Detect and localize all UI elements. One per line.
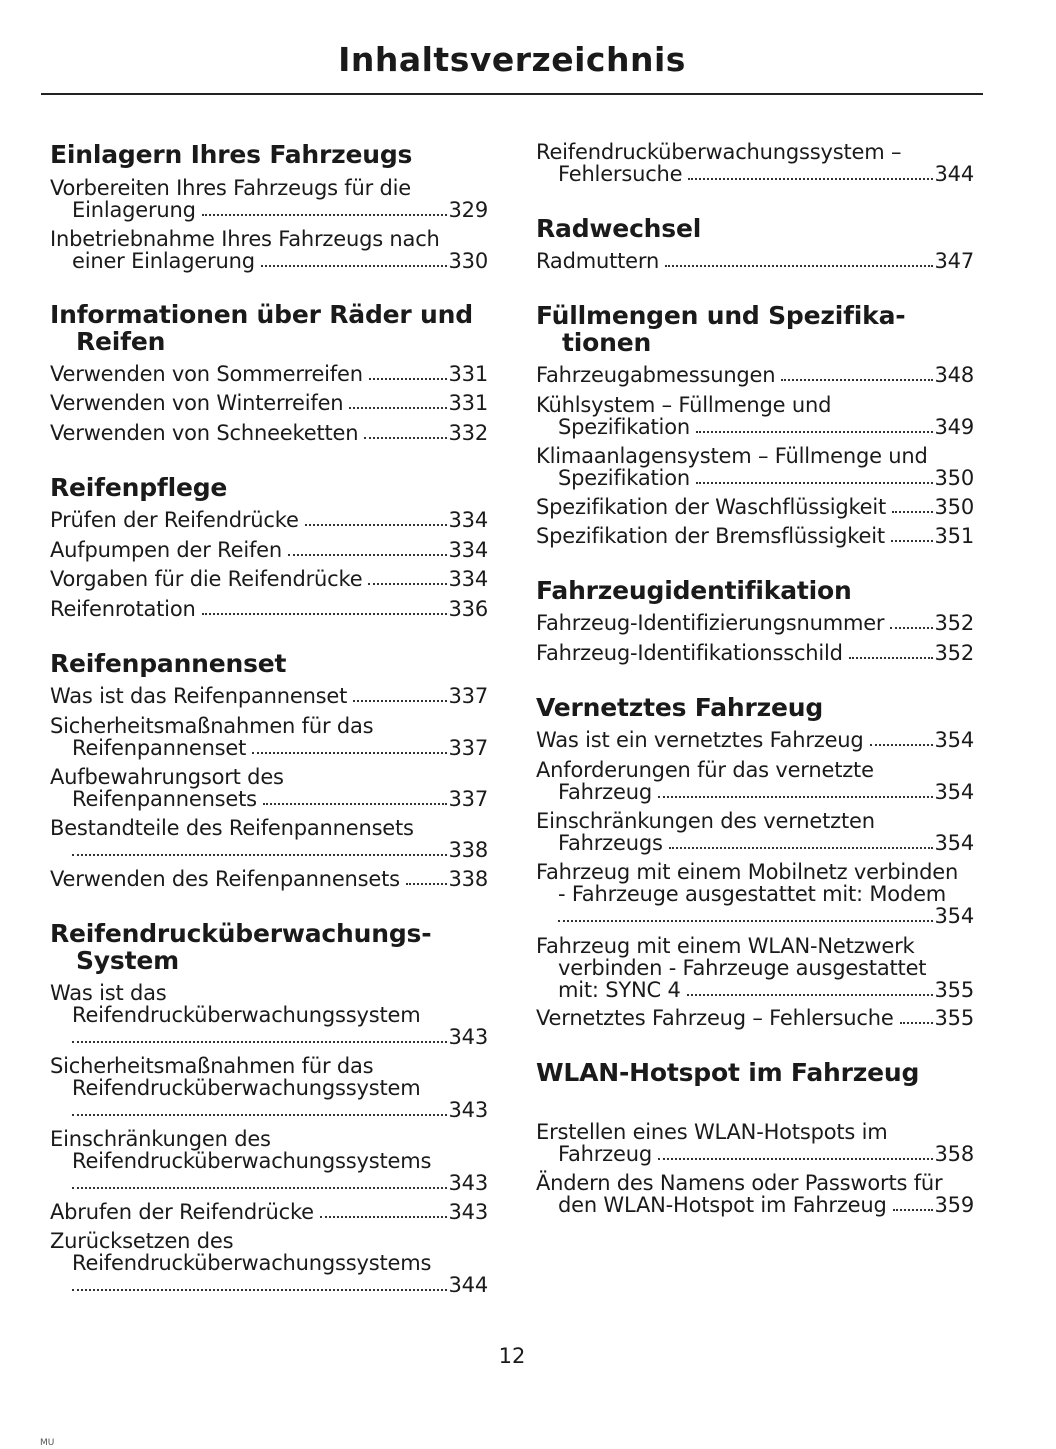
leader-dots [781, 379, 932, 381]
entry-page: 344 [448, 1273, 488, 1297]
entry-text: Einschränkungen des [50, 1127, 271, 1151]
section-heading: Vernetztes Fahrzeug [536, 693, 824, 722]
leader-dots [870, 744, 933, 746]
entry-text: Einlagerung [72, 198, 196, 222]
entry-page: 343 [448, 1171, 488, 1195]
section-heading [50, 301, 488, 355]
entry-page: 343 [448, 1025, 488, 1049]
leader-dots [364, 437, 446, 439]
toc-entry[interactable] [50, 982, 488, 1048]
entry-page: 330 [448, 249, 488, 273]
entry-page: 358 [934, 1142, 974, 1166]
leader-dots [696, 482, 933, 484]
entry-page: 354 [934, 831, 974, 855]
leader-dots [349, 407, 446, 409]
entry-text: Reifendrucküberwachungssystem – [536, 140, 902, 164]
leader-dots [669, 847, 933, 849]
entry-page: 350 [934, 495, 974, 519]
leader-dots [72, 1289, 447, 1291]
entry-text: Reifendrucküberwachungssystems [72, 1149, 432, 1173]
entry-text: Verwenden von Sommerreifen [50, 362, 363, 386]
entry-text: Ändern des Namens oder Passworts für [536, 1171, 943, 1195]
leader-dots [406, 883, 447, 885]
toc-entry[interactable] [50, 685, 488, 707]
entry-text: mit: SYNC 4 [558, 978, 681, 1002]
section-heading-line: tionen [562, 328, 652, 357]
toc-entry[interactable] [536, 612, 974, 634]
entry-text: Fahrzeug [558, 1142, 652, 1166]
toc-entry[interactable] [536, 1121, 974, 1165]
section-heading-line: Reifen [76, 327, 166, 356]
entry-text: den WLAN-Hotspot im Fahrzeug [558, 1193, 887, 1217]
section-heading-line: Füllmengen und Spezifika- [536, 301, 906, 330]
entry-text: Radmuttern [536, 249, 660, 273]
entry-text: Spezifikation der Bremsflüssigkeit [536, 524, 885, 548]
entry-text: Vorbereiten Ihres Fahrzeugs für die [50, 176, 412, 200]
toc-entry[interactable] [50, 363, 488, 385]
entry-text: Fahrzeug mit einem Mobilnetz verbinden [536, 860, 959, 884]
entry-page: 331 [448, 391, 488, 415]
entry-page: 349 [934, 415, 974, 439]
entry-text: Zurücksetzen des [50, 1229, 234, 1253]
leader-dots [320, 1216, 447, 1218]
entry-text: Fahrzeug [558, 780, 652, 804]
entry-page: 354 [934, 728, 974, 752]
leader-dots [658, 1158, 933, 1160]
section-heading [50, 920, 488, 974]
leader-dots [252, 752, 446, 754]
toc-entry[interactable] [50, 568, 488, 590]
entry-page: 336 [448, 597, 488, 621]
section-heading-line: System [76, 946, 179, 975]
leader-dots [72, 1041, 447, 1043]
toc-entry[interactable] [50, 598, 488, 620]
leader-dots [72, 854, 447, 856]
entry-page: 337 [448, 787, 488, 811]
entry-text: Sicherheitsmaßnahmen für das [50, 1054, 374, 1078]
leader-dots [288, 554, 447, 556]
toc-entry[interactable] [536, 1172, 974, 1216]
entry-text: Spezifikation der Waschflüssigkeit [536, 495, 887, 519]
entry-text: Spezifikation [558, 466, 690, 490]
leader-dots [305, 524, 447, 526]
toc-entry[interactable] [536, 445, 974, 489]
toc-entry[interactable] [50, 392, 488, 414]
entry-text: Fahrzeug-Identifikationsschild [536, 641, 843, 665]
entry-page: 337 [448, 736, 488, 760]
entry-text: Fahrzeugabmessungen [536, 363, 776, 387]
entry-text: Aufpumpen der Reifen [50, 538, 282, 562]
section-heading: Reifenpflege [50, 473, 228, 502]
entry-text: Aufbewahrungsort des [50, 765, 284, 789]
toc-entry[interactable] [536, 394, 974, 438]
entry-text: Verwenden des Reifenpannensets [50, 867, 400, 891]
entry-text: Reifendrucküberwachungssystem [72, 1003, 421, 1027]
entry-page: 355 [934, 1006, 974, 1030]
entry-page: 348 [934, 363, 974, 387]
entry-page: 338 [448, 838, 488, 862]
leader-dots [696, 431, 933, 433]
section-heading: WLAN-Hotspot im Fahrzeug [536, 1058, 920, 1087]
section-heading: Fahrzeugidentifikation [536, 576, 852, 605]
entry-page: 343 [448, 1098, 488, 1122]
toc-entry[interactable] [50, 1230, 488, 1296]
entry-page: 352 [934, 611, 974, 635]
toc-entry[interactable] [50, 1128, 488, 1194]
entry-text: Vernetztes Fahrzeug – Fehlersuche [536, 1006, 894, 1030]
entry-text: Inbetriebnahme Ihres Fahrzeugs nach [50, 227, 440, 251]
entry-page: 350 [934, 466, 974, 490]
section-heading: Reifenpannenset [50, 649, 287, 678]
entry-page: 354 [934, 780, 974, 804]
toc-entry[interactable] [50, 868, 488, 890]
entry-page: 334 [448, 538, 488, 562]
entry-page: 355 [934, 978, 974, 1002]
toc-entry[interactable] [50, 539, 488, 561]
entry-text: Bestandteile des Reifenpannensets [50, 816, 414, 840]
entry-text: Verwenden von Schneeketten [50, 421, 359, 445]
entry-text: Was ist das [50, 981, 167, 1005]
leader-dots [687, 994, 933, 996]
entry-text: Reifenpannenset [72, 736, 247, 760]
entry-text: Fahrzeug-Identifizierungsnummer [536, 611, 885, 635]
entry-page: 332 [448, 421, 488, 445]
entry-text: Abrufen der Reifendrücke [50, 1200, 314, 1224]
entry-text: Reifendrucküberwachungssystem [72, 1076, 421, 1100]
entry-text: Reifenpannensets [72, 787, 257, 811]
entry-page: 352 [934, 641, 974, 665]
toc-entry[interactable] [50, 509, 488, 531]
entry-text: Kühlsystem – Füllmenge und [536, 393, 832, 417]
leader-dots [665, 265, 932, 267]
entry-text: - Fahrzeuge ausgestattet mit: Modem [558, 882, 947, 906]
leader-dots [202, 613, 447, 615]
entry-text: Klimaanlagensystem – Füllmenge und [536, 444, 928, 468]
toc-entry[interactable] [50, 817, 488, 861]
leader-dots [72, 1187, 447, 1189]
leader-dots [891, 540, 933, 542]
leader-dots [849, 657, 933, 659]
entry-text: Was ist das Reifenpannenset [50, 684, 348, 708]
page-number: 12 [498, 1344, 526, 1368]
toc-entry[interactable] [536, 1007, 974, 1029]
leader-dots [202, 214, 447, 216]
entry-text: verbinden - Fahrzeuge ausgestattet [558, 956, 927, 980]
toc-entry[interactable] [536, 810, 974, 854]
toc-entry[interactable] [50, 766, 488, 810]
entry-text: Sicherheitsmaßnahmen für das [50, 714, 374, 738]
leader-dots [892, 511, 932, 513]
entry-text: Erstellen eines WLAN-Hotspots im [536, 1120, 888, 1144]
leader-dots [261, 265, 447, 267]
entry-text: Fehlersuche [558, 162, 683, 186]
toc-entry[interactable] [536, 496, 974, 518]
entry-page: 331 [448, 362, 488, 386]
leader-dots [558, 920, 933, 922]
leader-dots [890, 627, 932, 629]
entry-text: Vorgaben für die Reifendrücke [50, 567, 363, 591]
section-heading: Radwechsel [536, 214, 702, 243]
toc-entry[interactable] [50, 1055, 488, 1121]
title-divider [41, 93, 983, 95]
section-heading [536, 302, 974, 356]
entry-page: 354 [934, 904, 974, 928]
leader-dots [900, 1022, 933, 1024]
entry-text: Einschränkungen des vernetzten [536, 809, 875, 833]
entry-text: Was ist ein vernetztes Fahrzeug [536, 728, 864, 752]
entry-page: 329 [448, 198, 488, 222]
toc-entry[interactable] [536, 642, 974, 664]
section-heading: Einlagern Ihres Fahrzeugs [50, 140, 413, 169]
toc-entry[interactable] [536, 861, 974, 927]
toc-entry[interactable] [50, 715, 488, 759]
toc-entry[interactable] [536, 525, 974, 547]
toc-entry[interactable] [536, 364, 974, 386]
entry-text: Spezifikation [558, 415, 690, 439]
entry-page: 334 [448, 567, 488, 591]
entry-page: 351 [934, 524, 974, 548]
leader-dots [688, 178, 932, 180]
leader-dots [263, 803, 447, 805]
section-heading-line: Reifendrucküberwachungs- [50, 919, 432, 948]
entry-text: Fahrzeug mit einem WLAN-Netzwerk [536, 934, 915, 958]
entry-page: 347 [934, 249, 974, 273]
entry-text: Fahrzeugs [558, 831, 663, 855]
toc-entry[interactable] [50, 422, 488, 444]
section-heading-line: Informationen über Räder und [50, 300, 473, 329]
entry-page: 359 [934, 1193, 974, 1217]
toc-entry[interactable] [536, 759, 974, 803]
page-title: Inhaltsverzeichnis [338, 40, 686, 79]
leader-dots [658, 796, 933, 798]
entry-page: 337 [448, 684, 488, 708]
toc-entry[interactable] [50, 228, 488, 272]
toc-entry[interactable] [50, 177, 488, 221]
leader-dots [72, 1114, 447, 1116]
leader-dots [368, 583, 446, 585]
toc-entry[interactable] [50, 1201, 488, 1223]
entry-page: 338 [448, 867, 488, 891]
leader-dots [893, 1209, 933, 1211]
entry-text: Verwenden von Winterreifen [50, 391, 344, 415]
entry-text: einer Einlagerung [72, 249, 255, 273]
entry-text: Reifendrucküberwachungssystems [72, 1251, 432, 1275]
footer-code: MU [40, 1438, 55, 1448]
entry-text: Anforderungen für das vernetzte [536, 758, 874, 782]
entry-page: 344 [934, 162, 974, 186]
toc-entry[interactable] [536, 729, 974, 751]
leader-dots [369, 378, 447, 380]
entry-text: Prüfen der Reifendrücke [50, 508, 299, 532]
toc-entry[interactable] [536, 141, 974, 185]
entry-page: 334 [448, 508, 488, 532]
leader-dots [353, 700, 446, 702]
entry-text: Reifenrotation [50, 597, 196, 621]
toc-entry[interactable] [536, 935, 974, 1001]
entry-page: 343 [448, 1200, 488, 1224]
toc-entry[interactable] [536, 250, 974, 272]
